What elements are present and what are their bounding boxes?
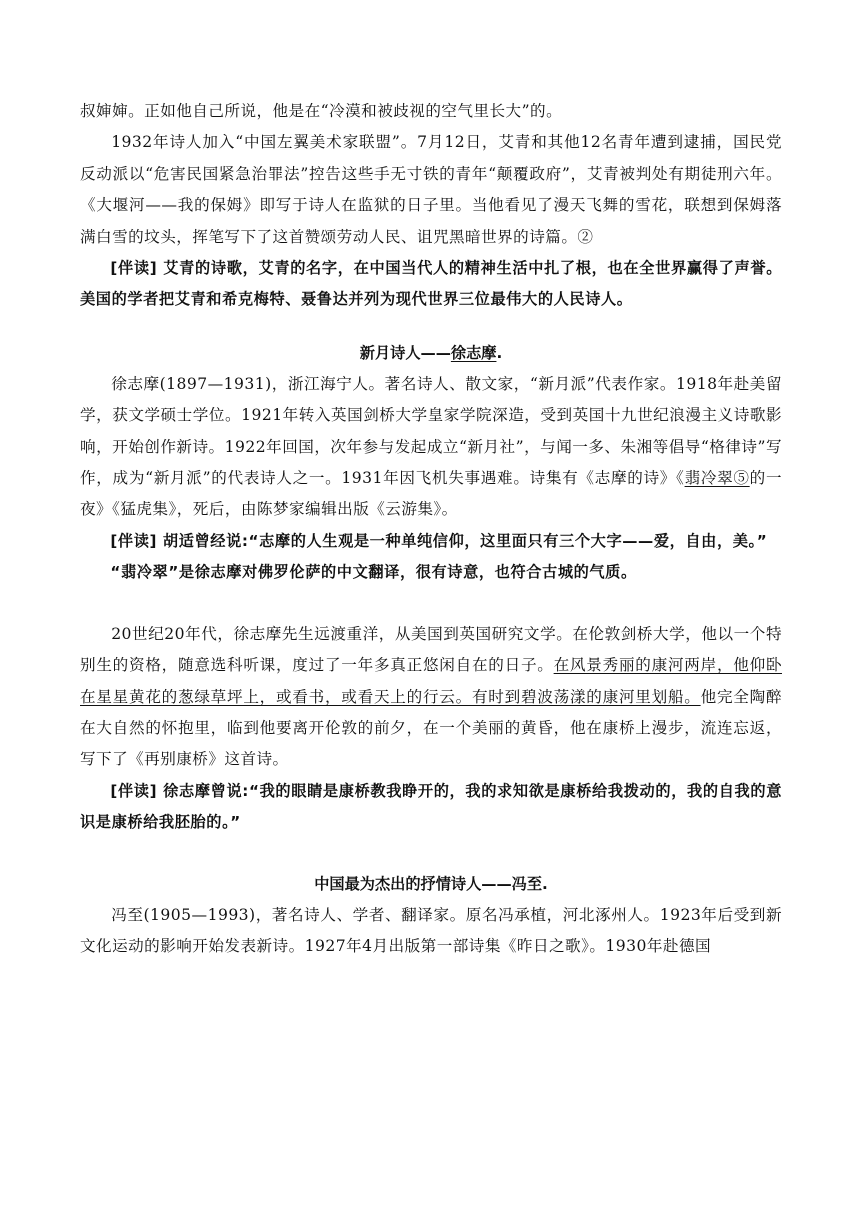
section-heading-feng-zhi: 中国最为杰出的抒情诗人——冯至.	[314, 874, 548, 893]
paragraph-aiqing-arrest: 1932年诗人加入“中国左翼美术家联盟”。7月12日，艾青和其他12名青年遭到逮捕，国民党反动派以“危害民国紧急治罪法”控告这些手无寸铁的青年“颠覆政府”，艾青被判处有期徒刑六年。《大堰河——我的保姆》即写于诗人在监狱的日子里。当他看见了漫天飞舞的雪花，联想到保姆落满白雪的坟头，挥笔写下了这首赞颂劳动人民、诅咒黑暗世界的诗篇。②	[80, 133, 782, 246]
companion-note-aiqing: [伴读] 艾青的诗歌，艾青的名字，在中国当代人的精神生活中扎了根，也在全世界赢得了声誉。美国的学者把艾青和希克梅特、聂鲁达并列为现代世界三位最伟大的人民诗人。	[80, 259, 782, 309]
companion-note-xu-zhimo: [伴读] 徐志摩曾说:“我的眼睛是康桥教我睁开的，我的求知欲是康桥给我拨动的，我的自我的意识是康桥给我胚胎的。”	[80, 781, 782, 832]
paragraph-feng-zhi-bio: 冯至(1905—1993)，著名诗人、学者、翻译家。原名冯承植，河北涿州人。1923年后受到新文化运动的影响开始发表新诗。1927年4月出版第一部诗集《昨日之歌》。1930年赴德国	[80, 905, 782, 955]
cambridge-text-end: 他完全陶醉在大自然的怀抱里，临到他要离开伦敦的前夕，在一个美丽的黄昏，他在康桥上漫步，流连忘返，写下了《再别康桥》这首诗。	[80, 687, 782, 769]
bio-text: 徐志摩(1897—1931)，浙江海宁人。著名诗人、散文家，“新月派”代表作家。1918年赴美留学，获文学硕士学位。1921年转入英国剑桥大学皇家学院深造，受到英国十九世纪浪漫主义诗歌影响，开始创作新诗。1922年回国，次年参与发起成立“新月社”，与闻一多、朱湘等倡导“格律诗”写作，成为“新月派”的代表诗人之一。1931年因飞机失事遇难。诗集有《志摩的诗》《	[80, 374, 782, 488]
underlined-passage: 在风景秀丽的康河两岸，他仰卧在星星黄花的葱绿草坪上，或看书，或看天上的行云。有时到碧波荡漾的康河里划船。	[80, 656, 782, 706]
footnote-link-fei-leng-cui[interactable]: 翡冷翠⑤	[684, 469, 750, 488]
paragraph-aiqing-childhood: 叔婶婶。正如他自己所说，他是在“冷漠和被歧视的空气里长大”的。	[80, 102, 563, 120]
heading-prefix: 新月诗人——	[359, 343, 451, 362]
paragraph-xu-zhimo-bio	[80, 369, 782, 526]
cambridge-text: 20世纪20年代，徐志摩先生远渡重洋，从美国到英国研究文学。在伦敦剑桥大学，他以一个特别生的资格，随意选科听课，度过了一年多真正悠闲自在的日子。	[80, 624, 782, 675]
companion-note-hu-shi: [伴读] 胡适曾经说:“志摩的人生观是一种单纯信仰，这里面只有三个大字——爱，自由，美。”	[110, 531, 768, 550]
paragraph-cambridge	[80, 619, 782, 776]
bio-text-end: 的一夜》《猛虎集》，死后，由陈梦家编辑出版《云游集》。	[80, 469, 782, 519]
note-fei-leng-cui: “翡冷翠”是徐志摩对佛罗伦萨的中文翻译，很有诗意，也符合古城的气质。	[110, 563, 637, 582]
section-heading-xu-zhimo	[80, 338, 782, 369]
spacer	[80, 589, 782, 619]
spacer	[80, 316, 782, 338]
spacer	[80, 839, 782, 869]
heading-suffix: .	[496, 343, 503, 362]
heading-name-link[interactable]: 徐志摩	[450, 343, 497, 362]
document-page	[80, 96, 782, 962]
